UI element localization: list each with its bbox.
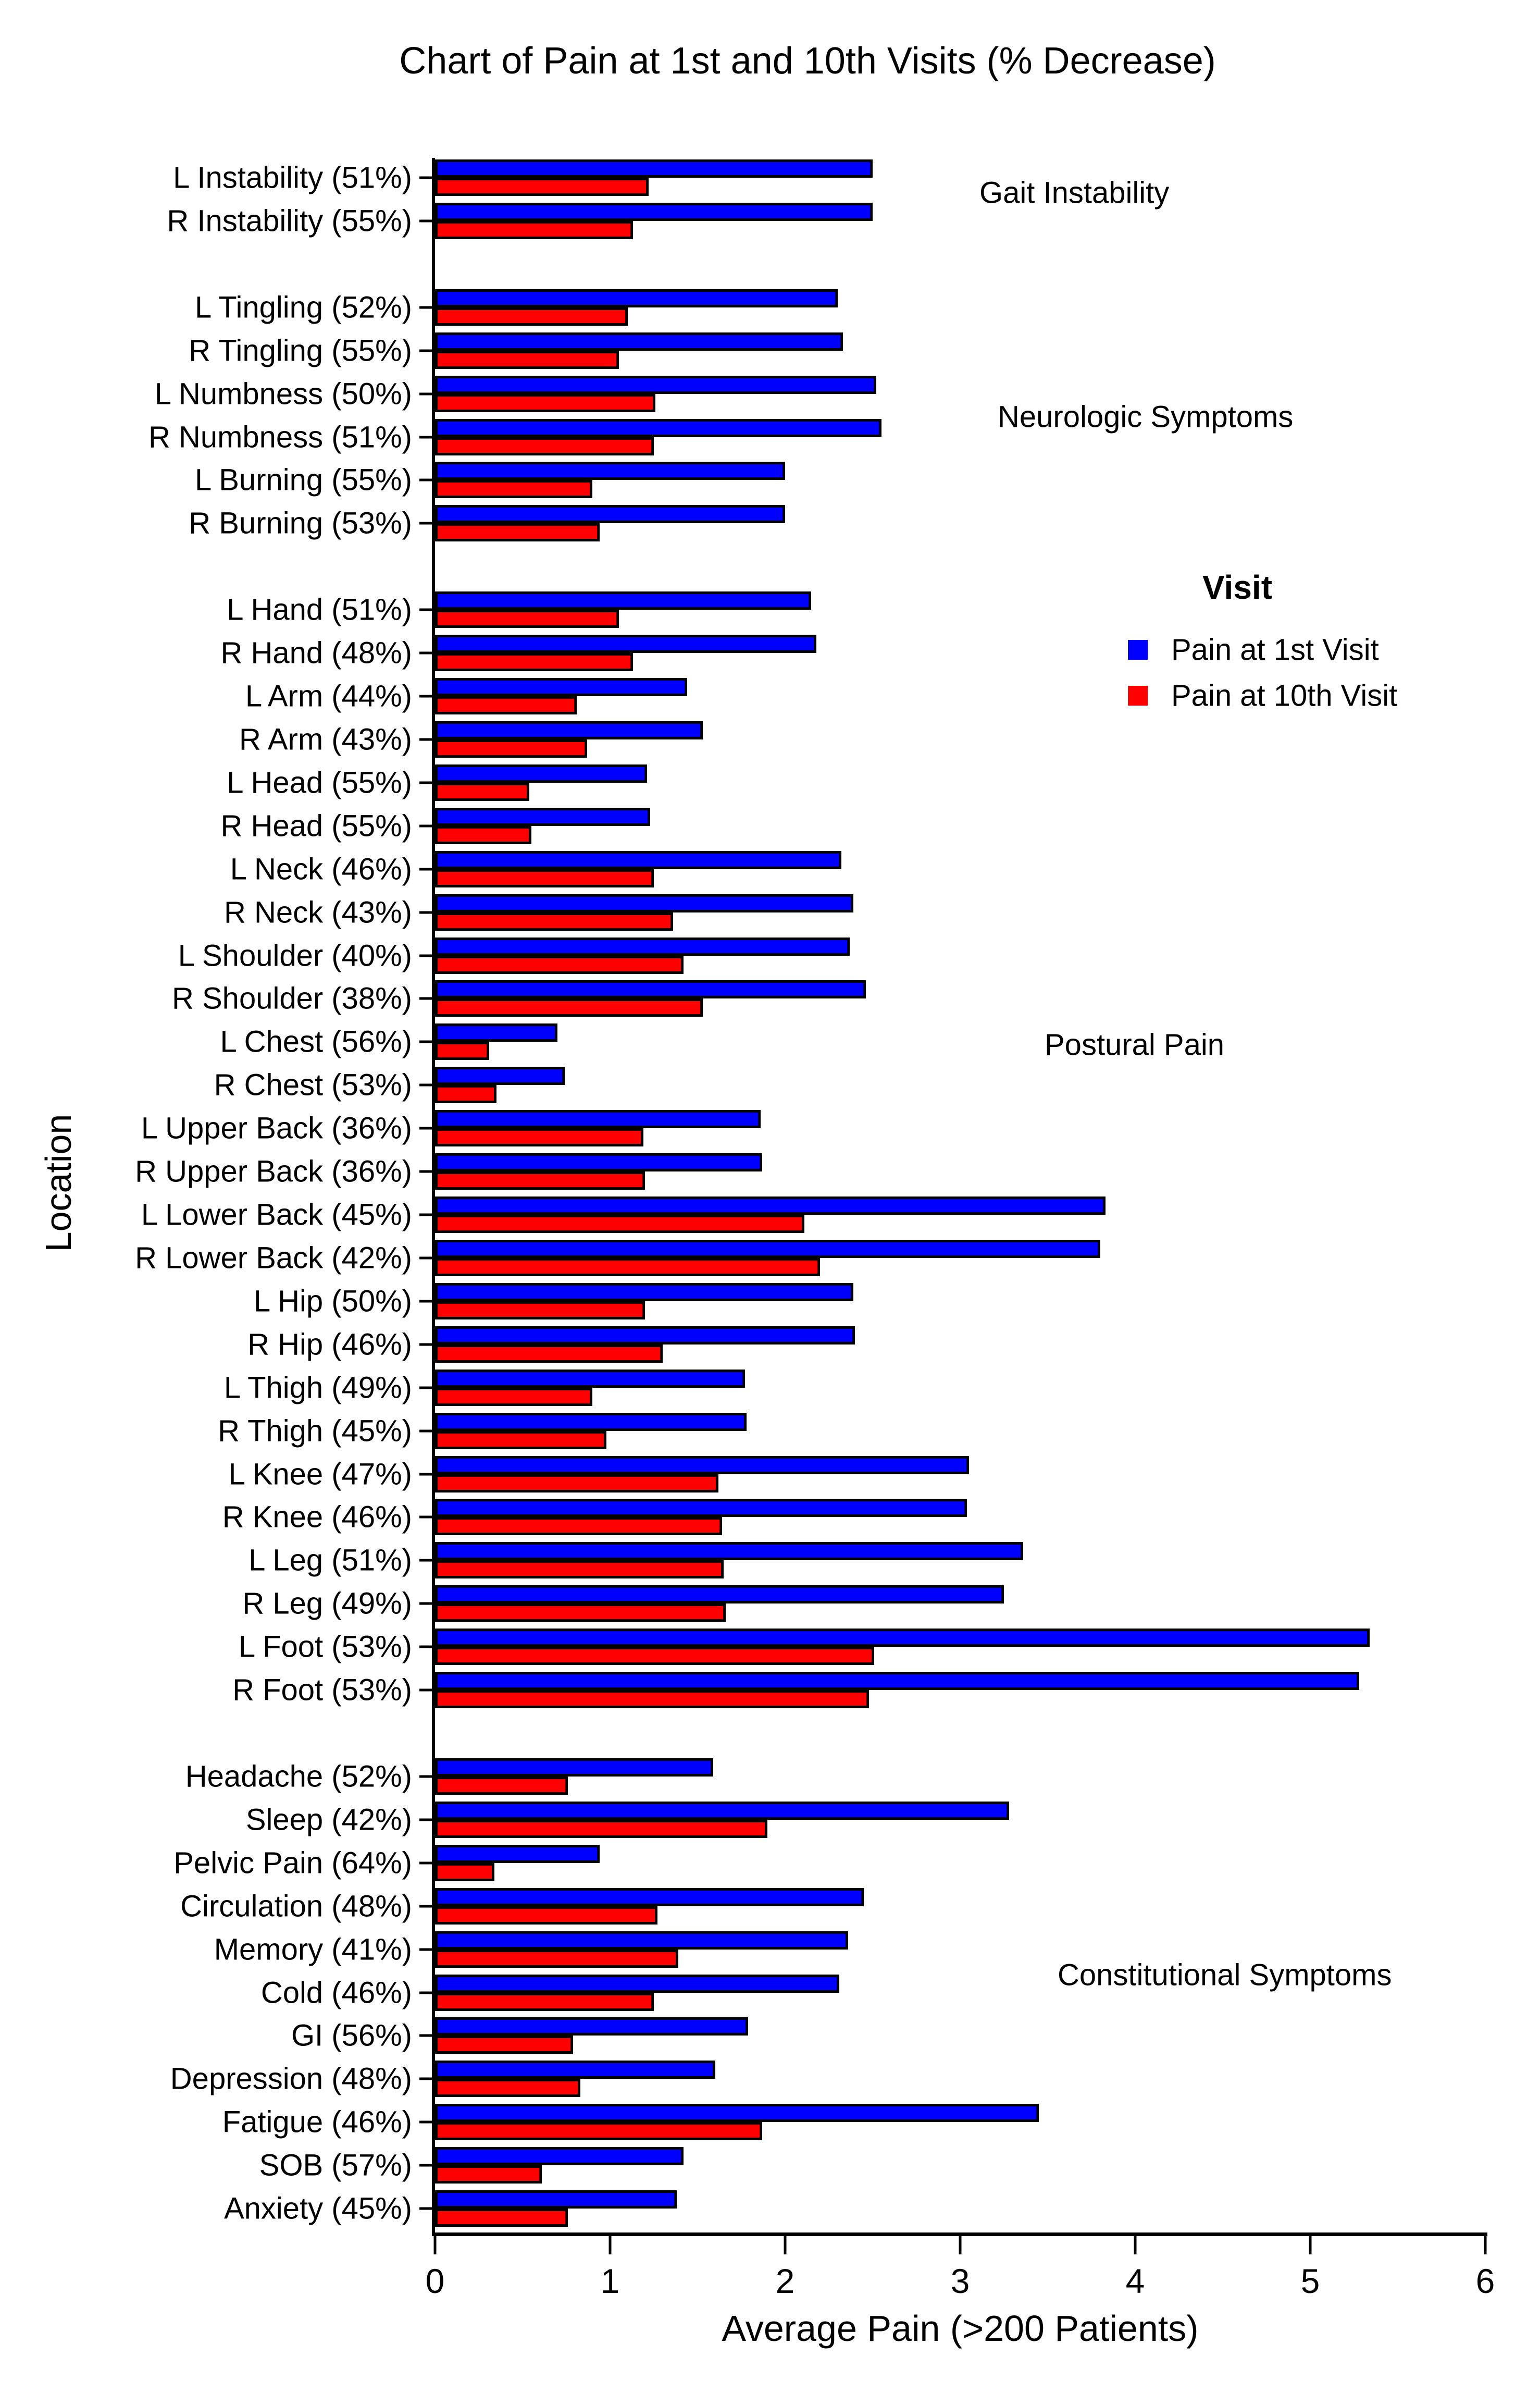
y-tick (419, 1343, 435, 1346)
x-tick (1309, 2236, 1312, 2254)
y-tick (419, 1602, 435, 1605)
bar-pair-row (170, 2060, 1485, 2103)
bar-tenth-visit (435, 351, 619, 369)
row-label: R Thigh (45%) (218, 1414, 412, 1448)
bar-tenth-visit (435, 912, 673, 931)
bar-tenth-visit (435, 437, 654, 455)
bar-pair-row (247, 1326, 1485, 1369)
bar-pair-row (141, 1109, 1485, 1153)
y-tick (419, 868, 435, 870)
row-label: R Instability (55%) (167, 204, 412, 238)
row-label: L Leg (51%) (249, 1543, 412, 1577)
row-label: R Neck (43%) (224, 895, 412, 930)
x-tick (1484, 2236, 1487, 2254)
x-tick-label: 6 (1475, 2262, 1495, 2300)
x-tick (609, 2236, 612, 2254)
y-tick (419, 522, 435, 525)
y-axis-label: Location (38, 1114, 79, 1252)
legend-title: Visit (1202, 569, 1272, 606)
x-axis-label: Average Pain (>200 Patients) (722, 2308, 1199, 2349)
row-label: R Knee (46%) (222, 1500, 412, 1534)
y-tick (419, 1516, 435, 1519)
row-label: R Head (55%) (220, 809, 412, 843)
row-label: R Tingling (55%) (189, 334, 412, 368)
bar-pair-row (223, 2190, 1485, 2233)
y-tick (419, 609, 435, 611)
row-label: Anxiety (45%) (223, 2191, 412, 2226)
row-label: Circulation (48%) (180, 1889, 412, 1923)
bar-pair-row (172, 980, 1485, 1023)
x-tick (959, 2236, 962, 2254)
y-tick (419, 1991, 435, 1994)
bar-tenth-visit (435, 1993, 654, 2011)
y-tick (419, 2164, 435, 2167)
bar-first-visit (435, 1975, 839, 1993)
bar-pair-row (195, 461, 1485, 504)
bar-first-visit (435, 1758, 713, 1777)
row-label: R Chest (53%) (214, 1068, 412, 1102)
bar-first-visit (435, 1240, 1100, 1258)
bar-tenth-visit (435, 1042, 489, 1060)
y-tick (419, 177, 435, 179)
group-label: Gait Instability (979, 176, 1170, 210)
y-tick (419, 219, 435, 222)
bar-pair-row (227, 591, 1485, 634)
bar-pair-row (239, 721, 1485, 764)
y-tick (419, 652, 435, 655)
bar-tenth-visit (435, 1647, 874, 1665)
legend-label-first-visit: Pain at 1st Visit (1171, 633, 1379, 667)
bar-tenth-visit (435, 956, 684, 974)
bar-first-visit (435, 462, 785, 480)
bar-pair-row (167, 202, 1485, 245)
bar-tenth-visit (435, 1474, 718, 1492)
row-label: R Hip (46%) (247, 1327, 412, 1362)
bar-pair-row (189, 332, 1485, 375)
group-label: Constitutional Symptoms (1058, 1958, 1392, 1992)
legend-swatch-tenth-visit (1128, 686, 1148, 706)
bar-tenth-visit (435, 221, 633, 239)
x-tick-label: 5 (1300, 2262, 1320, 2300)
y-tick (419, 306, 435, 309)
bar-first-visit (435, 1023, 557, 1042)
row-label: L Lower Back (45%) (141, 1198, 412, 1232)
chart-title: Chart of Pain at 1st and 10th Visits (% Decrease) (399, 40, 1216, 82)
x-tick-label: 3 (950, 2262, 970, 2300)
bar-pair-row (227, 764, 1485, 807)
row-label: L Knee (47%) (228, 1457, 412, 1491)
bar-first-visit (435, 938, 850, 956)
legend-swatch-first-visit (1128, 640, 1148, 660)
x-tick-label: 4 (1125, 2262, 1145, 2300)
row-label: L Neck (46%) (230, 852, 412, 886)
bar-tenth-visit (435, 1906, 657, 1925)
row-label: L Foot (53%) (238, 1630, 412, 1664)
bar-pair-row (230, 850, 1485, 894)
bar-first-visit (435, 1499, 967, 1517)
bar-tenth-visit (435, 1388, 592, 1406)
y-tick (419, 1689, 435, 1692)
y-tick (419, 1948, 435, 1951)
y-tick (419, 695, 435, 698)
row-label: Memory (41%) (214, 1932, 412, 1967)
bar-first-visit (435, 1542, 1023, 1560)
bar-tenth-visit (435, 1517, 722, 1535)
x-axis-line (432, 2232, 1487, 2236)
x-tick-label: 1 (600, 2262, 620, 2300)
bar-pair-row (195, 289, 1485, 332)
bar-pair-row (141, 1196, 1485, 1239)
bar-first-visit (435, 1067, 565, 1085)
y-tick (419, 479, 435, 482)
bar-first-visit (435, 1845, 600, 1863)
row-label: SOB (57%) (259, 2148, 412, 2182)
row-label: L Thigh (49%) (223, 1371, 412, 1405)
bar-tenth-visit (435, 1215, 804, 1233)
bar-first-visit (435, 1326, 855, 1344)
row-label: L Upper Back (36%) (141, 1111, 412, 1145)
bar-first-visit (435, 332, 843, 351)
bar-first-visit (435, 1672, 1359, 1690)
bar-first-visit (435, 2104, 1039, 2122)
bar-pair-row (242, 1585, 1485, 1628)
bar-first-visit (435, 376, 876, 394)
row-label: Cold (46%) (260, 1976, 412, 2009)
bar-pair-row (222, 1498, 1485, 1541)
row-label: R Upper Back (36%) (135, 1154, 412, 1189)
bar-pair-row (245, 1801, 1485, 1844)
row-label: Fatigue (46%) (222, 2105, 412, 2139)
y-tick (419, 1300, 435, 1302)
bar-tenth-visit (435, 826, 531, 844)
y-tick (419, 1256, 435, 1259)
bar-pair-row (148, 418, 1485, 462)
y-tick (419, 781, 435, 784)
bar-first-visit (435, 2061, 715, 2079)
bar-first-visit (435, 721, 703, 739)
y-tick (419, 1041, 435, 1043)
y-tick (419, 911, 435, 914)
bar-pair-row (178, 937, 1485, 980)
group-label: Neurologic Symptoms (998, 400, 1294, 434)
row-label: L Head (55%) (227, 766, 412, 800)
row-label: GI (56%) (291, 2018, 412, 2053)
bar-tenth-visit (435, 1690, 869, 1708)
row-label: L Numbness (50%) (154, 377, 412, 411)
bar-pair-row (185, 1758, 1485, 1801)
bar-tenth-visit (435, 2079, 580, 2097)
row-label: R Lower Back (42%) (135, 1241, 412, 1275)
bar-tenth-visit (435, 739, 587, 758)
bar-pair-row (218, 1412, 1485, 1455)
bar-pair-row (220, 1023, 1485, 1066)
bar-pair-row (220, 807, 1485, 850)
bar-pair-row (222, 2103, 1485, 2147)
bar-tenth-visit (435, 1777, 568, 1795)
bar-first-visit (435, 980, 866, 998)
bar-pair-row (249, 1541, 1485, 1585)
bar-pair-row (259, 2147, 1485, 2190)
bar-tenth-visit (435, 2036, 573, 2054)
y-tick (419, 436, 435, 438)
bar-first-visit (435, 1629, 1370, 1647)
bar-first-visit (435, 1802, 1009, 1820)
bar-tenth-visit (435, 653, 633, 671)
row-label: L Instability (51%) (173, 161, 412, 195)
x-tick (1134, 2236, 1137, 2254)
row-label: R Shoulder (38%) (172, 981, 412, 1016)
bar-pair-row (232, 1671, 1485, 1714)
bar-tenth-visit (435, 696, 577, 714)
bar-tenth-visit (435, 2165, 542, 2184)
bar-tenth-visit (435, 1950, 678, 1968)
bar-first-visit (435, 419, 881, 437)
bar-tenth-visit (435, 1128, 643, 1146)
row-label: R Leg (49%) (242, 1586, 412, 1621)
y-tick (419, 1214, 435, 1216)
row-label: L Hip (50%) (253, 1284, 412, 1318)
row-label: Headache (52%) (185, 1759, 412, 1794)
bar-tenth-visit (435, 1258, 820, 1276)
bar-pair-row (238, 1628, 1485, 1671)
bar-first-visit (435, 289, 838, 307)
bar-pair-row (291, 2017, 1485, 2060)
y-tick (419, 997, 435, 1000)
bar-first-visit (435, 678, 687, 696)
bar-pair-row (214, 1066, 1485, 1109)
y-tick (419, 2121, 435, 2124)
row-label: R Numbness (51%) (148, 420, 412, 454)
bar-first-visit (435, 1888, 864, 1906)
y-tick (419, 1646, 435, 1648)
bar-first-visit (435, 1153, 762, 1171)
bar-tenth-visit (435, 1085, 496, 1103)
y-tick (419, 1386, 435, 1389)
y-tick (419, 1775, 435, 1778)
bar-tenth-visit (435, 2209, 568, 2227)
y-tick (419, 1084, 435, 1087)
bar-tenth-visit (435, 1560, 724, 1578)
bar-pair-row (189, 504, 1485, 548)
row-label: L Burning (55%) (195, 463, 412, 497)
bar-tenth-visit (435, 783, 529, 801)
bar-pair-row (223, 1369, 1485, 1412)
x-tick (784, 2236, 787, 2254)
bar-tenth-visit (435, 394, 655, 412)
y-tick (419, 1170, 435, 1173)
bar-pair-row (173, 1844, 1485, 1888)
bar-pair-row (253, 1282, 1485, 1326)
y-tick (419, 2207, 435, 2210)
plot-area (135, 159, 1495, 2300)
y-tick (419, 2078, 435, 2080)
x-tick-label: 2 (775, 2262, 795, 2300)
bar-first-visit (435, 1283, 853, 1301)
bar-tenth-visit (435, 610, 619, 628)
bar-first-visit (435, 1931, 848, 1950)
bar-first-visit (435, 764, 647, 783)
bar-first-visit (435, 1196, 1106, 1215)
x-tick (434, 2236, 437, 2254)
y-tick (419, 1127, 435, 1130)
bar-first-visit (435, 591, 811, 610)
bar-tenth-visit (435, 523, 600, 541)
bar-tenth-visit (435, 1301, 645, 1319)
bar-tenth-visit (435, 307, 628, 326)
bar-first-visit (435, 894, 853, 912)
bar-tenth-visit (435, 1603, 726, 1622)
bar-tenth-visit (435, 2122, 762, 2140)
bar-tenth-visit (435, 480, 592, 498)
row-label: Pelvic Pain (64%) (173, 1846, 412, 1880)
bar-first-visit (435, 635, 816, 653)
bar-pair-row (224, 894, 1485, 937)
row-label: R Burning (53%) (189, 506, 412, 540)
bar-tenth-visit (435, 178, 649, 196)
row-label: R Arm (43%) (239, 722, 412, 757)
bar-first-visit (435, 1585, 1004, 1603)
row-label: L Arm (44%) (245, 679, 412, 713)
row-label: Depression (48%) (170, 2062, 412, 2096)
bar-pair-row (135, 1239, 1485, 1282)
bar-tenth-visit (435, 998, 703, 1017)
row-label: L Chest (56%) (220, 1025, 412, 1059)
bar-first-visit (435, 1110, 761, 1128)
x-tick-label: 0 (425, 2262, 445, 2300)
bar-first-visit (435, 851, 841, 869)
row-label: L Tingling (52%) (195, 290, 412, 325)
bar-pair-row (135, 1153, 1485, 1196)
y-tick (419, 392, 435, 395)
row-label: L Shoulder (40%) (178, 939, 412, 972)
bar-pair-row (180, 1888, 1485, 1931)
bar-first-visit (435, 2190, 677, 2209)
bar-tenth-visit (435, 869, 654, 887)
row-label: R Hand (48%) (220, 636, 412, 670)
y-tick (419, 1818, 435, 1821)
y-tick (419, 1905, 435, 1907)
row-label: Sleep (42%) (245, 1803, 412, 1837)
bar-tenth-visit (435, 1820, 767, 1838)
y-tick (419, 954, 435, 957)
row-label: R Foot (53%) (232, 1673, 412, 1707)
bar-first-visit (435, 203, 873, 221)
bar-tenth-visit (435, 1344, 663, 1363)
bar-pair-row (173, 159, 1485, 202)
legend-label-tenth-visit: Pain at 10th Visit (1171, 679, 1398, 713)
bar-tenth-visit (435, 1171, 645, 1190)
bar-first-visit (435, 2017, 748, 2036)
bar-first-visit (435, 1413, 747, 1431)
y-tick (419, 738, 435, 741)
y-tick (419, 1473, 435, 1475)
bar-first-visit (435, 2147, 684, 2165)
bar-pair-row (228, 1455, 1485, 1499)
bar-first-visit (435, 1456, 969, 1474)
y-tick (419, 1429, 435, 1432)
y-tick (419, 2034, 435, 2037)
bar-tenth-visit (435, 1863, 494, 1881)
y-tick (419, 824, 435, 827)
bar-first-visit (435, 159, 873, 178)
group-label: Postural Pain (1045, 1028, 1224, 1062)
y-tick (419, 349, 435, 352)
y-tick (419, 1861, 435, 1864)
bar-first-visit (435, 1370, 745, 1388)
y-tick (419, 1559, 435, 1562)
bar-first-visit (435, 808, 650, 826)
bar-first-visit (435, 505, 785, 523)
row-label: L Hand (51%) (227, 593, 412, 627)
bar-tenth-visit (435, 1431, 606, 1449)
bar-pair-row (154, 375, 1485, 418)
